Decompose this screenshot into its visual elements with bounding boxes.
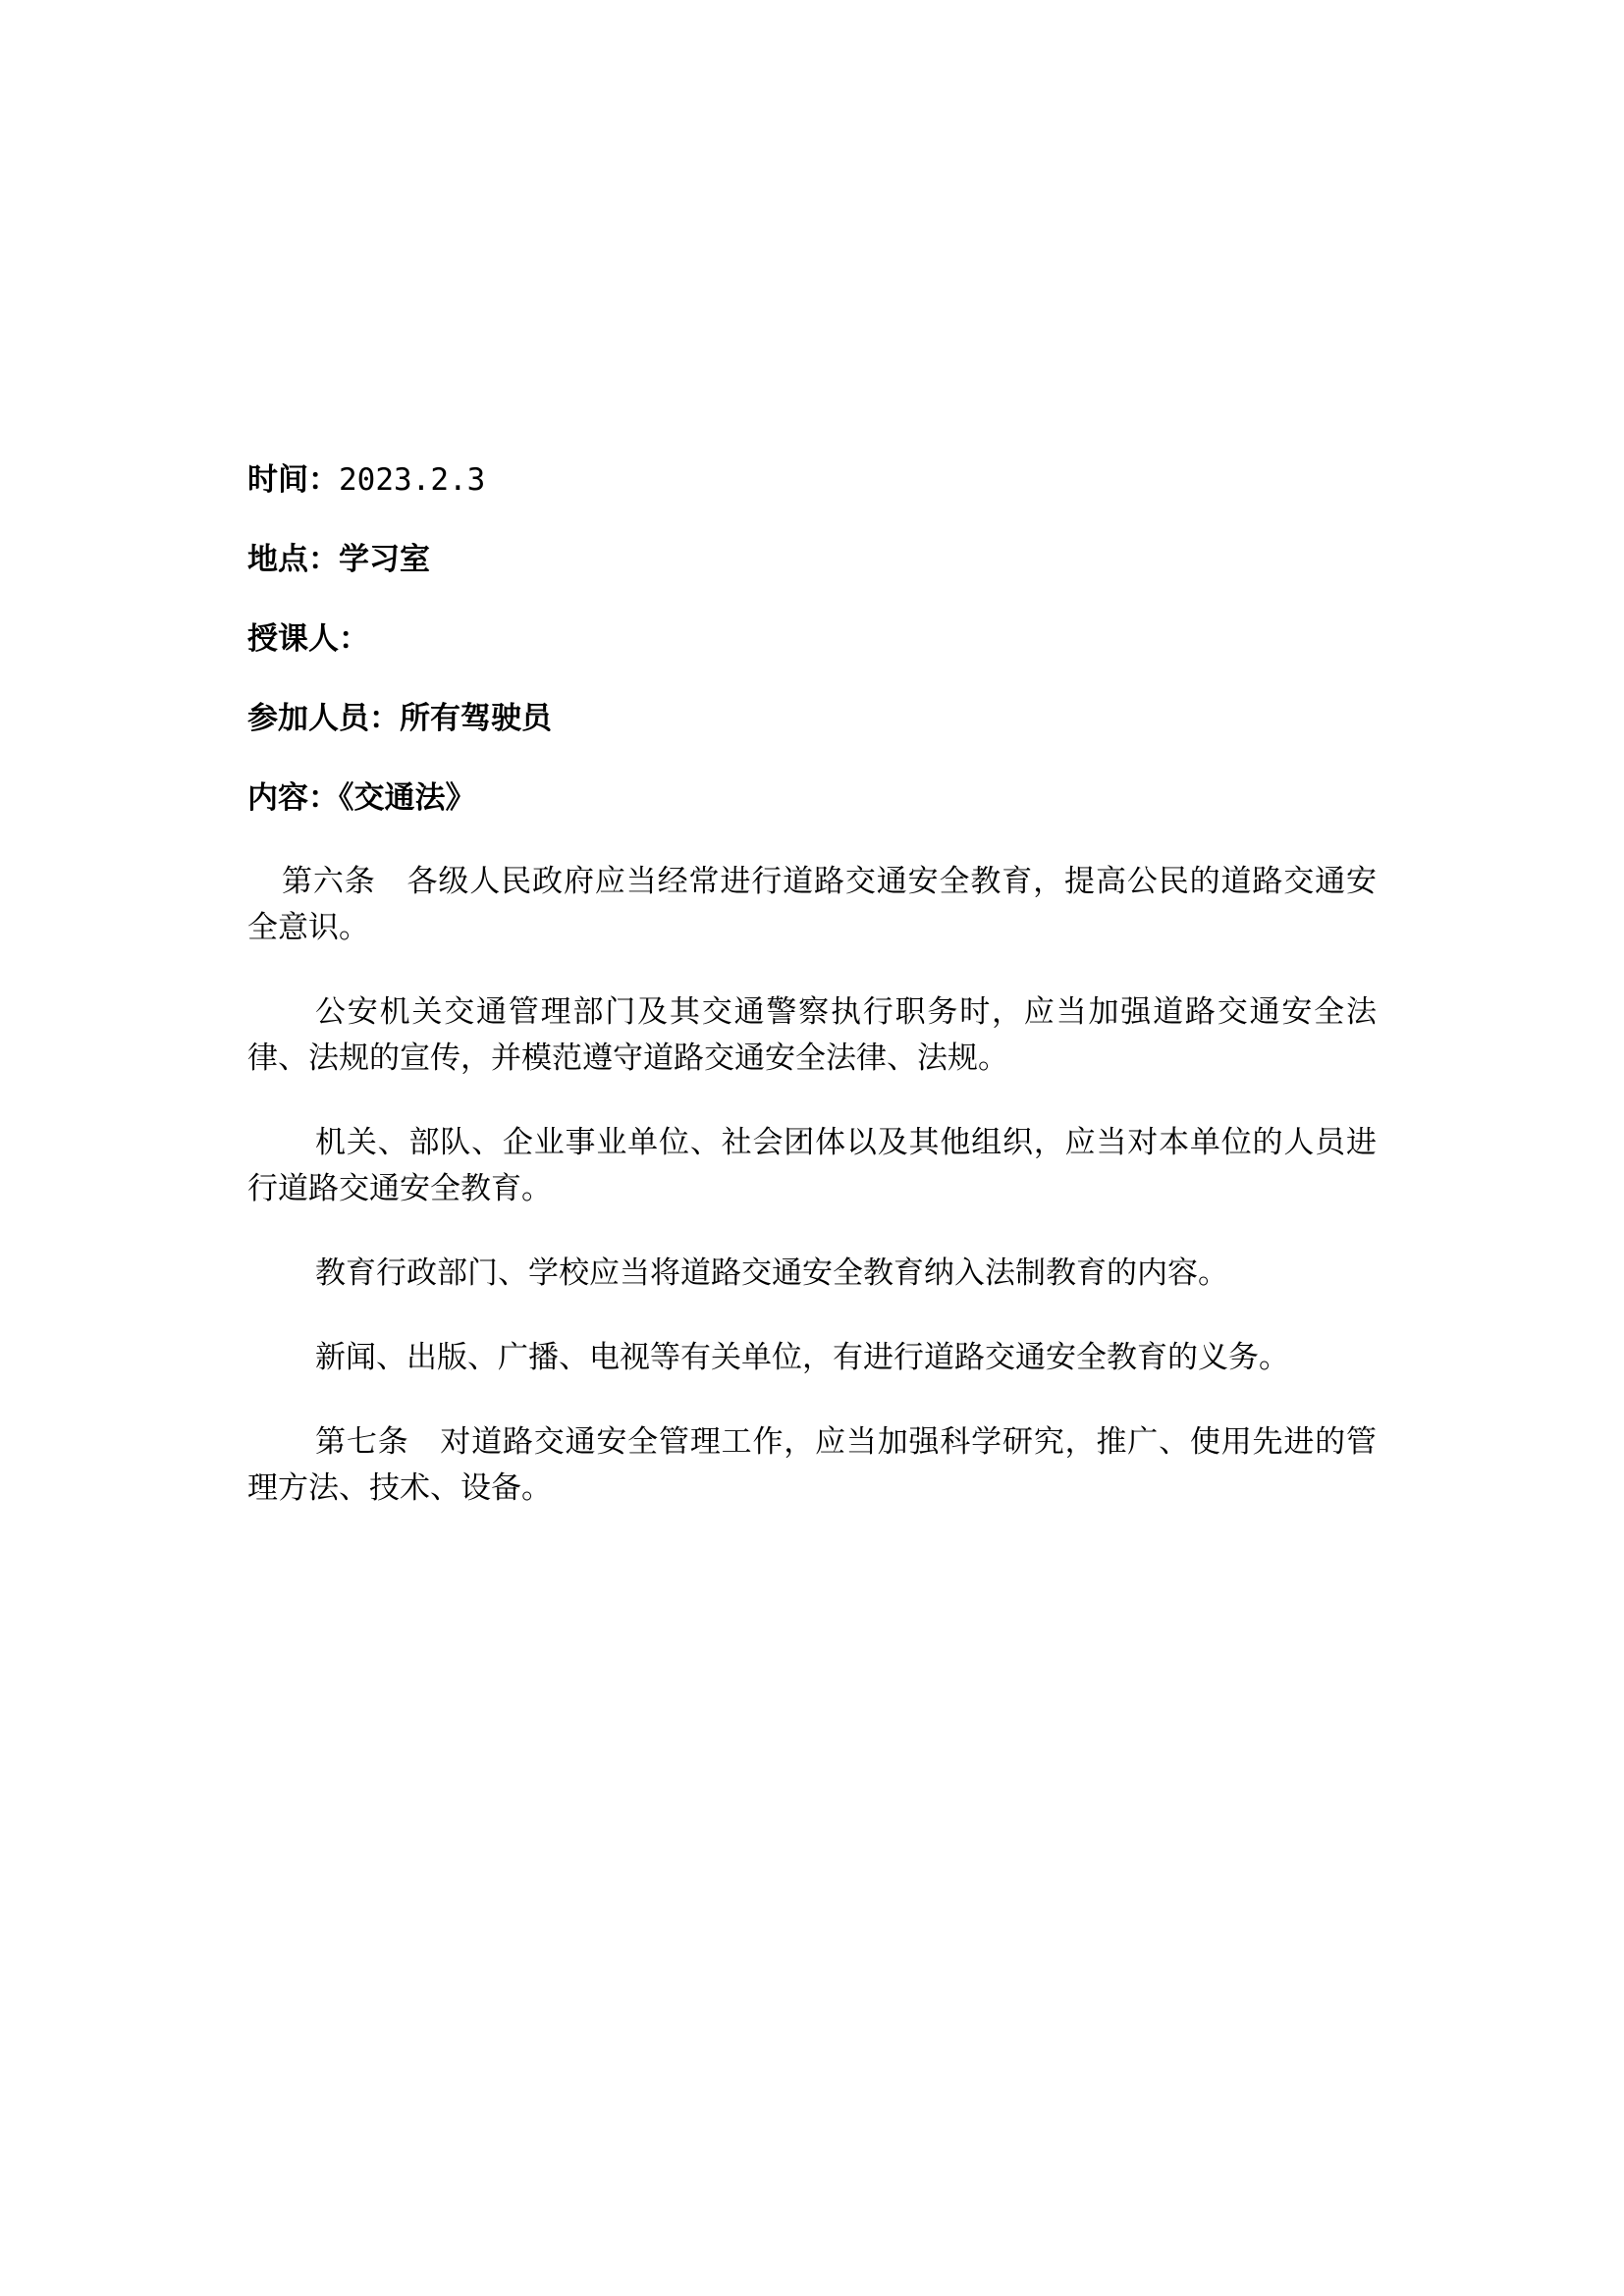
education-department-paragraph: 教育行政部门、学校应当将道路交通安全教育纳入法制教育的内容。: [315, 1255, 1228, 1291]
meta-time-label: 时间：: [247, 462, 339, 498]
meta-participants-label: 参加人员：: [247, 701, 400, 736]
media-paragraph: 新闻、出版、广播、电视等有关单位，有进行道路交通安全教育的义务。: [315, 1340, 1289, 1375]
meta-time-value: 2023.2.3: [339, 462, 486, 498]
meta-content-value: 《交通法》: [339, 780, 476, 816]
article-7-paragraph: 第七条 对道路交通安全管理工作，应当加强科学研究，推广、使用先进的管理方法、技术、设备。: [247, 1424, 1377, 1506]
article-6-paragraph: 第六条 各级人民政府应当经常进行道路交通安全教育，提高公民的道路交通安全意识。: [247, 864, 1377, 945]
meta-place: [247, 541, 1377, 578]
meta-content: [247, 779, 1377, 817]
document-content: [247, 461, 1377, 1550]
meta-time: [247, 461, 1377, 499]
meta-place-value: 学习室: [339, 542, 430, 577]
meta-lecturer: [247, 620, 1377, 658]
meta-lecturer-label: 授课人：: [247, 621, 369, 657]
meta-participants: [247, 700, 1377, 737]
organizations-paragraph: 机关、部队、企业事业单位、社会团体以及其他组织，应当对本单位的人员进行道路交通安全教育。: [247, 1125, 1377, 1206]
police-duty-paragraph: 公安机关交通管理部门及其交通警察执行职务时，应当加强道路交通安全法律、法规的宣传，并模范遵守道路交通安全法律、法规。: [247, 994, 1377, 1076]
meta-content-label: 内容：: [247, 780, 339, 816]
meta-participants-value: 所有驾驶员: [400, 701, 552, 736]
meta-place-label: 地点：: [247, 542, 339, 577]
